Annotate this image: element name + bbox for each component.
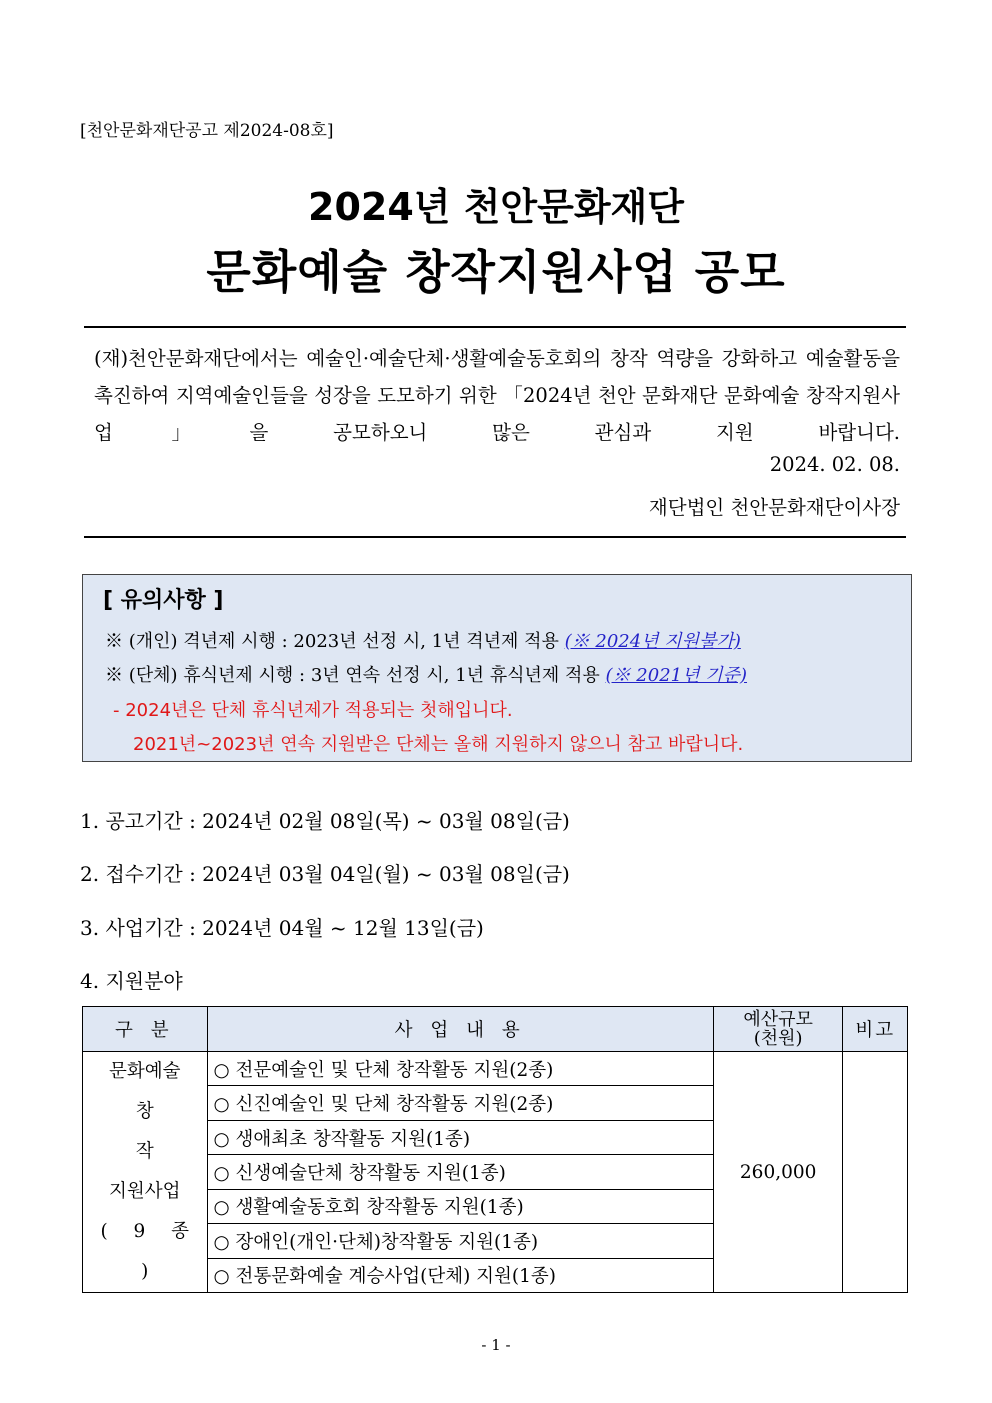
period-project: 3. 사업기간 : 2024년 04월 ~ 12월 13일(금) bbox=[80, 916, 484, 940]
support-item: ○ 전문예술인 및 단체 창작활동 지원(2종) bbox=[207, 1052, 713, 1086]
support-item: ○ 신생예술단체 창작활동 지원(1종) bbox=[207, 1155, 713, 1189]
header-budget bbox=[713, 1007, 842, 1052]
notice-box bbox=[82, 574, 912, 762]
notice-warning-1: - 2024년은 단체 휴식년제가 적용되는 첫해입니다. bbox=[113, 700, 513, 721]
category-line: 창 작 bbox=[135, 1101, 182, 1162]
category-line: ( 9 종 ) bbox=[100, 1221, 200, 1282]
notice-item-text: ※ (단체) 휴식년제 시행 : 3년 연속 선정 시, 1년 휴식년제 적용 bbox=[105, 665, 606, 686]
intro-signature: 재단법인 천안문화재단이사장 bbox=[648, 496, 900, 519]
notice-item-emphasis: (※ 2021년 기준) bbox=[605, 665, 748, 686]
table-header-row bbox=[83, 1007, 908, 1052]
support-table bbox=[82, 1006, 908, 1293]
table-row bbox=[83, 1052, 908, 1086]
category-line: 문화예술 bbox=[109, 1061, 181, 1082]
category-cell bbox=[83, 1052, 208, 1293]
header-content: 사 업 내 용 bbox=[207, 1007, 713, 1052]
category-line: 지원사업 bbox=[109, 1181, 181, 1202]
header-budget-line2: (천원) bbox=[753, 1028, 803, 1049]
section-support-fields: 4. 지원분야 bbox=[80, 969, 183, 993]
intro-date: 2024. 02. 08. bbox=[769, 453, 900, 476]
budget-cell: 260,000 bbox=[713, 1052, 842, 1293]
notice-box-title: [ 유의사항 ] bbox=[103, 588, 224, 613]
header-budget-line1: 예산규모 bbox=[743, 1009, 813, 1030]
notice-number: [천안문화재단공고 제2024-08호] bbox=[80, 121, 334, 141]
intro-text: (재)천안문화재단에서는 예술인·예술단체·생활예술동호회의 창작 역량을 강화하고 예술활동을 촉진하여 지역예술인들을 성장을 도모하기 위한 「2024년 천안 문화재단 문화예술 창작지원사업」을 공모하오니 많은 관심과 지원 바랍니다. bbox=[94, 347, 900, 444]
notice-item-text: ※ (개인) 격년제 시행 : 2023년 선정 시, 1년 격년제 적용 bbox=[105, 631, 565, 652]
notice-item-emphasis: (※ 2024년 지원불가) bbox=[564, 631, 741, 652]
notice-item-group bbox=[105, 661, 747, 687]
notice-item-individual bbox=[105, 627, 741, 653]
header-category: 구 분 bbox=[83, 1007, 208, 1052]
header-note: 비고 bbox=[843, 1007, 908, 1052]
support-item: ○ 장애인(개인·단체)창작활동 지원(1종) bbox=[207, 1224, 713, 1258]
page-title-line2: 문화예술 창작지원사업 공모 bbox=[206, 245, 786, 299]
support-item: ○ 신진예술인 및 단체 창작활동 지원(2종) bbox=[207, 1086, 713, 1120]
support-item: ○ 전통문화예술 계승사업(단체) 지원(1종) bbox=[207, 1258, 713, 1292]
period-reception: 2. 접수기간 : 2024년 03월 04일(월) ~ 03월 08일(금) bbox=[80, 862, 570, 886]
support-item: ○ 생애최초 창작활동 지원(1종) bbox=[207, 1120, 713, 1154]
divider-bottom bbox=[84, 536, 906, 538]
notice-warning-2: 2021년~2023년 연속 지원받은 단체는 올해 지원하지 않으니 참고 바랍니다. bbox=[133, 734, 744, 755]
support-item: ○ 생활예술동호회 창작활동 지원(1종) bbox=[207, 1189, 713, 1223]
period-announcement: 1. 공고기간 : 2024년 02월 08일(목) ~ 03월 08일(금) bbox=[80, 809, 570, 833]
divider-top bbox=[84, 326, 906, 328]
page-title-line1: 2024년 천안문화재단 bbox=[308, 185, 684, 229]
page-number: - 1 - bbox=[481, 1336, 511, 1354]
note-cell bbox=[843, 1052, 908, 1293]
